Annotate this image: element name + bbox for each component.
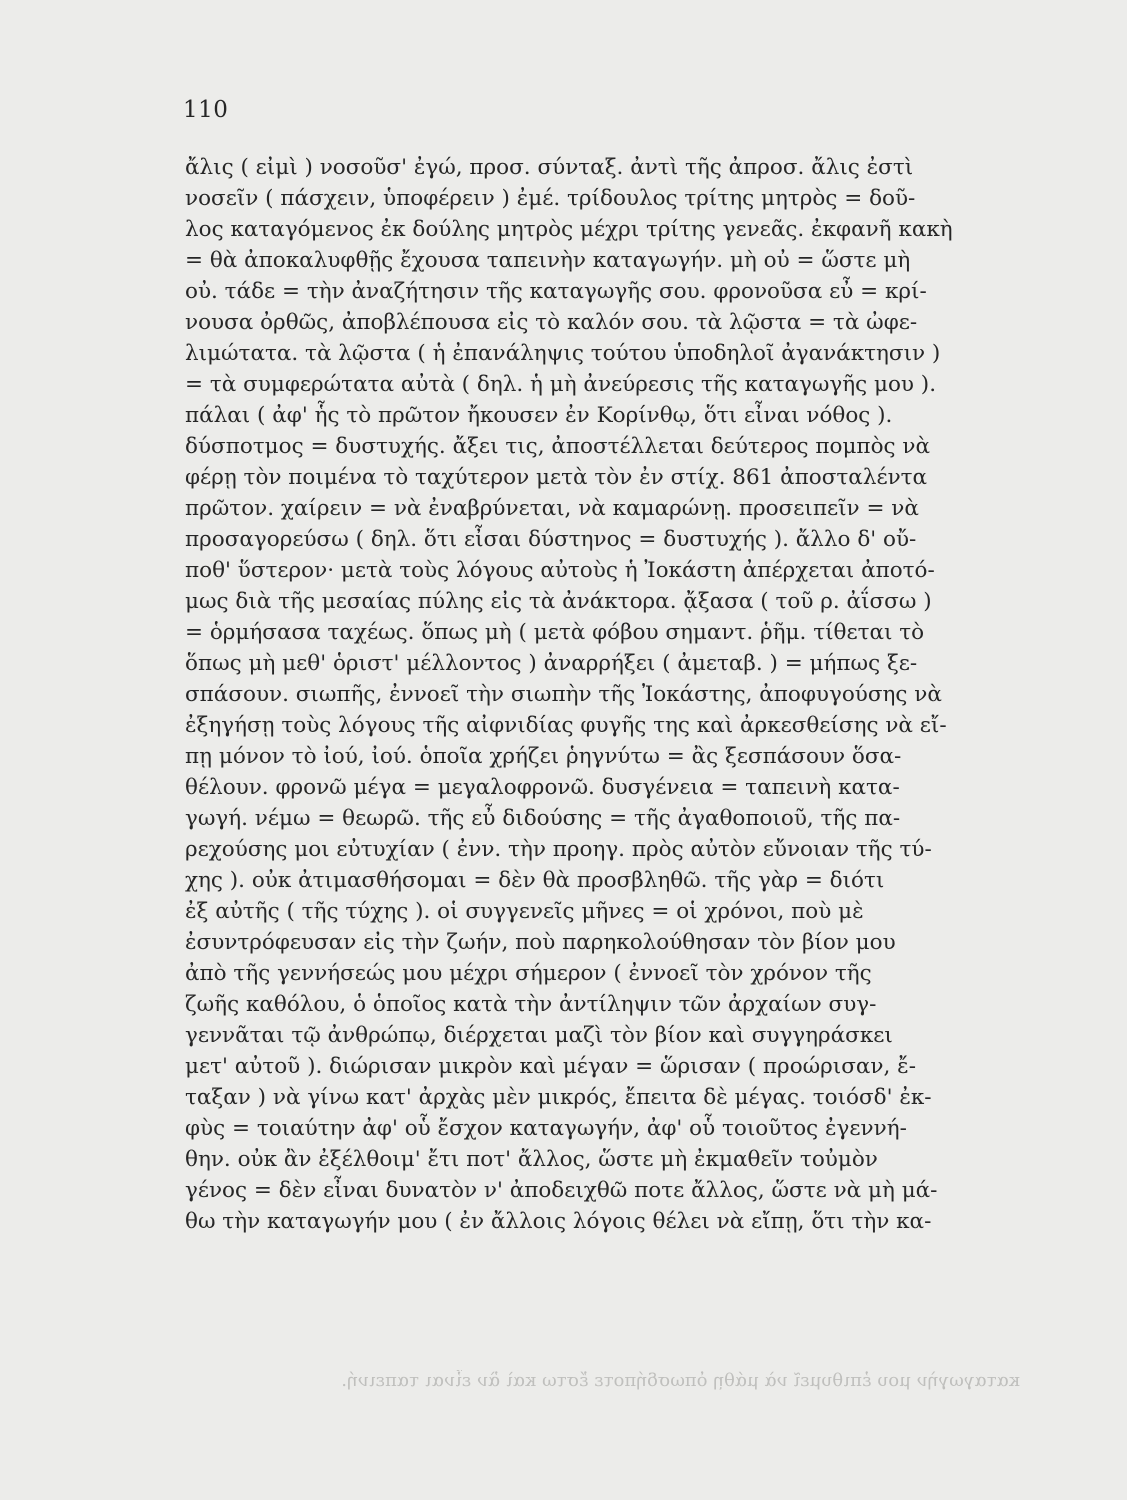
text-line: ὅπως μὴ μεθ' ὁριστ' μέλλοντος ) ἀναρρήξει ( ἀμεταβ. ) = μήπως ξε- bbox=[185, 651, 918, 676]
text-line: μετ' αὐτοῦ ). διώρισαν μικρὸν καὶ μέγαν = ὥρισαν ( προώρισαν, ἔ- bbox=[185, 1054, 916, 1079]
text-line: θην. οὐκ ἂν ἐξέλθοιμ' ἔτι ποτ' ἄλλος, ὥστε μὴ ἐκμαθεῖν τοὐμὸν bbox=[185, 1147, 878, 1172]
text-line: γωγή. νέμω = θεωρῶ. τῆς εὖ διδούσης = τῆς ἀγαθοποιοῦ, τῆς πα- bbox=[185, 806, 901, 831]
text-line: ἐσυντρόφευσαν εἰς τὴν ζωήν, ποὺ παρηκολούθησαν τὸν βίον μου bbox=[185, 930, 896, 955]
text-line: = ὁρμήσασα ταχέως. ὅπως μὴ ( μετὰ φόβου σημαντ. ῥῆμ. τίθεται τὸ bbox=[185, 620, 925, 645]
page-number: 110 bbox=[183, 97, 229, 123]
text-line: φέρῃ τὸν ποιμένα τὸ ταχύτερον μετὰ τὸν ἐν στίχ. 861 ἀποσταλέντα bbox=[185, 465, 928, 490]
text-line: νουσα ὀρθῶς, ἀποβλέπουσα εἰς τὸ καλόν σου. τὰ λῷστα = τὰ ὠφε- bbox=[185, 310, 918, 335]
text-line: ἀπὸ τῆς γεννήσεώς μου μέχρι σήμερον ( ἐννοεῖ τὸν χρόνον τῆς bbox=[185, 961, 872, 986]
text-line: δύσποτμος = δυστυχής. ἄξει τις, ἀποστέλλεται δεύτερος πομπὸς νὰ bbox=[185, 434, 930, 459]
text-line: γεννᾶται τῷ ἀνθρώπῳ, διέρχεται μαζὶ τὸν βίον καὶ συγγηράσκει bbox=[185, 1023, 893, 1048]
text-line: οὐ. τάδε = τὴν ἀναζήτησιν τῆς καταγωγῆς σου. φρονοῦσα εὖ = κρί- bbox=[185, 279, 927, 304]
text-line: φὺς = τοιαύτην ἀφ' οὗ ἔσχον καταγωγήν, ἀφ' οὗ τοιοῦτος ἐγεννή- bbox=[185, 1116, 907, 1141]
text-line: ζωῆς καθόλου, ὁ ὁποῖος κατὰ τὴν ἀντίληψιν τῶν ἀρχαίων συγ- bbox=[185, 992, 877, 1017]
text-line: ἄλις ( εἰμὶ ) νοσοῦσ' ἐγώ, προσ. σύνταξ. ἀντὶ τῆς ἀπροσ. ἄλις ἐστὶ bbox=[185, 155, 914, 180]
text-line: λος καταγόμενος ἐκ δούλης μητρὸς μέχρι τρίτης γενεᾶς. ἐκφανῆ κακὴ bbox=[185, 217, 953, 242]
text-line: ἐξηγήσῃ τοὺς λόγους τῆς αἰφνιδίας φυγῆς της καὶ ἀρκεσθείσης νὰ εἴ- bbox=[185, 713, 947, 738]
text-line: = τὰ συμφερώτατα αὐτὰ ( δηλ. ἡ μὴ ἀνεύρεσις τῆς καταγωγῆς μου ). bbox=[185, 372, 937, 397]
text-line: ταξαν ) νὰ γίνω κατ' ἀρχὰς μὲν μικρός, ἔπειτα δὲ μέγας. τοιόσδ' ἐκ- bbox=[185, 1085, 932, 1110]
text-line: ἐξ αὐτῆς ( τῆς τύχης ). οἱ συγγενεῖς μῆνες = οἱ χρόνοι, ποὺ μὲ bbox=[185, 899, 864, 924]
text-line: νοσεῖν ( πάσχειν, ὑποφέρειν ) ἐμέ. τρίδουλος τρίτης μητρὸς = δοῦ- bbox=[185, 186, 916, 211]
text-line: πῃ μόνον τὸ ἰού, ἰού. ὁποῖα χρήζει ῥηγνύτω = ἂς ξεσπάσουν ὅσα- bbox=[185, 744, 902, 769]
bleed-through-text: καταγωγὴν μου ἐπιθυμεῖ νὰ μάθῃ ὁπωσδήποτε ἔστω καὶ ἂν εἶναι ταπεινή. bbox=[341, 1370, 1020, 1391]
text-line: μως διὰ τῆς μεσαίας πύλης εἰς τὰ ἀνάκτορα. ᾄξασα ( τοῦ ρ. ἀΐσσω ) bbox=[185, 589, 932, 614]
text-line: ποθ' ὕστερον· μετὰ τοὺς λόγους αὐτοὺς ἡ Ἰοκάστη ἀπέρχεται ἀποτό- bbox=[185, 558, 935, 583]
text-line: γένος = δὲν εἶναι δυνατὸν ν' ἀποδειχθῶ ποτε ἄλλος, ὥστε νὰ μὴ μά- bbox=[185, 1178, 938, 1203]
text-line: χης ). οὐκ ἀτιμασθήσομαι = δὲν θὰ προσβληθῶ. τῆς γὰρ = διότι bbox=[185, 868, 885, 893]
text-line: προσαγορεύσω ( δηλ. ὅτι εἶσαι δύστηνος = δυστυχής ). ἄλλο δ' οὔ- bbox=[185, 527, 917, 552]
commentary-text bbox=[185, 152, 1025, 1237]
text-line: θέλουν. φρονῶ μέγα = μεγαλοφρονῶ. δυσγένεια = ταπεινὴ κατα- bbox=[185, 775, 900, 800]
text-line: πάλαι ( ἀφ' ἧς τὸ πρῶτον ἤκουσεν ἐν Κορίνθῳ, ὅτι εἶναι νόθος ). bbox=[185, 403, 893, 428]
text-line: ρεχούσης μοι εὐτυχίαν ( ἐνν. τὴν προηγ. πρὸς αὐτὸν εὔνοιαν τῆς τύ- bbox=[185, 837, 932, 862]
text-line: θω τὴν καταγωγήν μου ( ἐν ἄλλοις λόγοις θέλει νὰ εἴπῃ, ὅτι τὴν κα- bbox=[185, 1209, 932, 1234]
text-line: λιμώτατα. τὰ λῷστα ( ἡ ἐπανάληψις τούτου ὑποδηλοῖ ἀγανάκτησιν ) bbox=[185, 341, 941, 366]
text-line: σπάσουν. σιωπῆς, ἐννοεῖ τὴν σιωπὴν τῆς Ἰοκάστης, ἀποφυγούσης νὰ bbox=[185, 682, 942, 707]
text-line: = θὰ ἀποκαλυφθῇς ἔχουσα ταπεινὴν καταγωγήν. μὴ οὐ = ὥστε μὴ bbox=[185, 248, 911, 273]
text-line: πρῶτον. χαίρειν = νὰ ἐναβρύνεται, νὰ καμαρώνῃ. προσειπεῖν = νὰ bbox=[185, 496, 919, 521]
